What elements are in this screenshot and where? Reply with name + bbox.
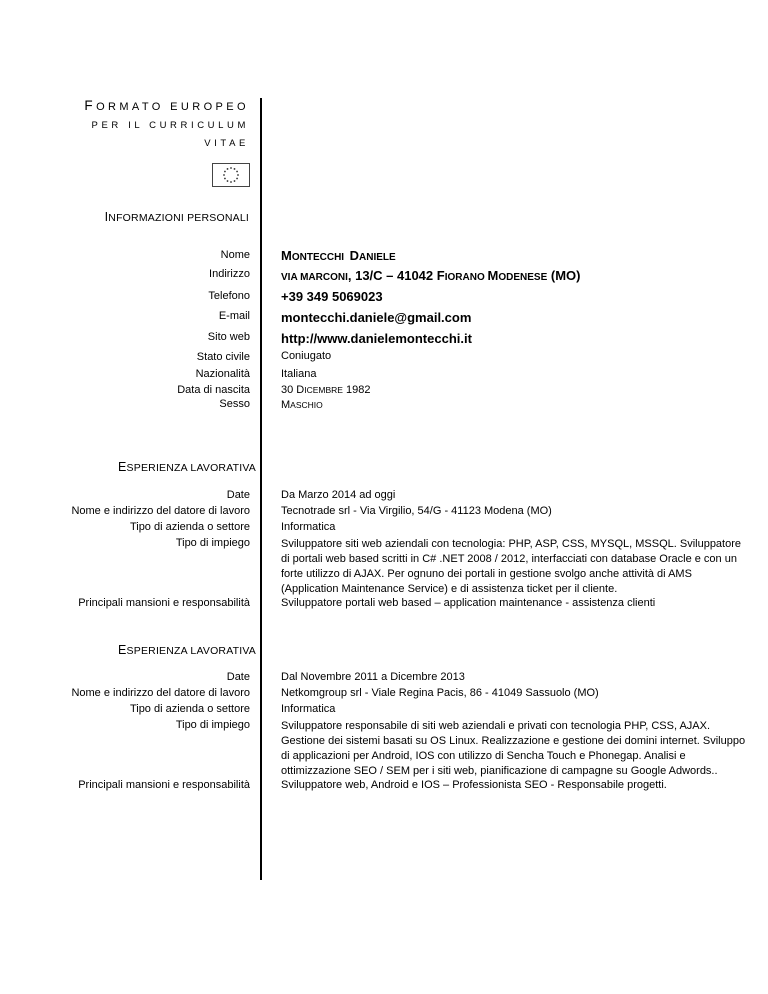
- value-telefono: +39 349 5069023: [281, 289, 383, 304]
- flag-star: [227, 168, 229, 170]
- value-indirizzo: VIA MARCONI, 13/C – 41042 FIORANO MODENESE (MO): [281, 268, 581, 283]
- value-stato-civile: Coniugato: [281, 350, 332, 362]
- value-sesso: MASCHIO: [281, 399, 323, 411]
- value-email[interactable]: montecchi.daniele@gmail.com: [281, 310, 472, 325]
- eu-flag-icon: [212, 163, 250, 187]
- value-mansioni: Sviluppatore web, Android e IOS – Professionista SEO - Responsabile progetti.: [281, 779, 667, 791]
- label-date: Date: [226, 671, 250, 683]
- value-mansioni: Sviluppatore portali web based – application maintenance - assistenza clienti: [281, 597, 656, 609]
- flag-star: [230, 167, 232, 169]
- label-nome: Nome: [220, 249, 250, 261]
- flag-star: [236, 178, 238, 180]
- value-sito-web[interactable]: http://www.danielemontecchi.it: [281, 331, 472, 346]
- experience-title: ESPERIENZA LAVORATIVA: [118, 643, 256, 657]
- label-datore: Nome e indirizzo del datore di lavoro: [71, 505, 250, 517]
- label-indirizzo: Indirizzo: [209, 268, 250, 280]
- heading-line-1: FORMATO EUROPEO: [84, 98, 249, 113]
- value-date: Da Marzo 2014 ad oggi: [281, 489, 396, 501]
- column-divider: [260, 98, 262, 880]
- flag-star: [224, 171, 226, 173]
- label-tipo-impiego: Tipo di impiego: [175, 537, 250, 549]
- label-tipo-azienda: Tipo di azienda o settore: [129, 521, 250, 533]
- flag-star: [234, 180, 236, 182]
- heading-line-3: VITAE: [204, 138, 249, 149]
- label-data-nascita: Data di nascita: [177, 384, 250, 396]
- flag-star: [224, 178, 226, 180]
- experience-title: ESPERIENZA LAVORATIVA: [118, 460, 256, 474]
- flag-star: [223, 174, 225, 176]
- flag-star: [234, 168, 236, 170]
- label-mansioni: Principali mansioni e responsabilità: [78, 779, 250, 791]
- label-telefono: Telefono: [208, 290, 250, 302]
- label-date: Date: [226, 489, 250, 501]
- heading-line-2: PER IL CURRICULUM: [91, 119, 249, 131]
- value-datore: Tecnotrade srl - Via Virgilio, 54/G - 41123 Modena (MO): [281, 505, 552, 517]
- label-sito-web: Sito web: [207, 331, 250, 343]
- label-sesso: Sesso: [219, 398, 250, 410]
- value-tipo-azienda: Informatica: [281, 521, 336, 533]
- flag-star: [237, 174, 239, 176]
- value-data-nascita: 30 DICEMBRE 1982: [281, 384, 371, 396]
- label-stato-civile: Stato civile: [196, 351, 250, 363]
- label-datore: Nome e indirizzo del datore di lavoro: [71, 687, 250, 699]
- value-datore: Netkomgroup srl - Viale Regina Pacis, 86 - 41049 Sassuolo (MO): [281, 687, 599, 699]
- value-tipo-impiego: Sviluppatore responsabile di siti web aziendali e privati con tecnologia PHP, CSS, AJAX. Gestione dei sistemi basati su OS Linux. Realizzazione e gestione dei domini internet. Sviluppo di applicazioni per Android, IOS con utilizzo di Sencha Touch e Phonegap. Analisi e ottimizzazione SEO / SEM per i siti web, pianificazione di campagne su Google Adwords..: [281, 720, 746, 777]
- value-tipo-azienda: Informatica: [281, 703, 336, 715]
- flag-star: [230, 181, 232, 183]
- flag-star: [227, 180, 229, 182]
- label-mansioni: Principali mansioni e responsabilità: [78, 597, 250, 609]
- value-nazionalita: Italiana: [281, 368, 317, 380]
- value-tipo-impiego: Sviluppatore siti web aziendali con tecnologia: PHP, ASP, CSS, MYSQL, MSSQL. Sviluppatore di portali web based scritti in C# .NET 2008 / 2012, interfacciati con database Oracle e con un forte utilizzo di AJAX. Per ognuno dei portali in gestione svolgo anche attività di AMS (Application Maintenance Service) e di assistenza ticket per il cliente.: [281, 538, 742, 595]
- value-date: Dal Novembre 2011 a Dicembre 2013: [281, 671, 465, 683]
- label-tipo-impiego: Tipo di impiego: [175, 719, 250, 731]
- document-heading: [84, 97, 249, 154]
- label-email: E-mail: [218, 310, 250, 322]
- value-nome: MONTECCHI DANIELE: [281, 248, 396, 263]
- label-nazionalita: Nazionalità: [195, 368, 250, 380]
- flag-star: [236, 171, 238, 173]
- personal-info-title: INFORMAZIONI PERSONALI: [104, 210, 249, 224]
- label-tipo-azienda: Tipo di azienda o settore: [129, 703, 250, 715]
